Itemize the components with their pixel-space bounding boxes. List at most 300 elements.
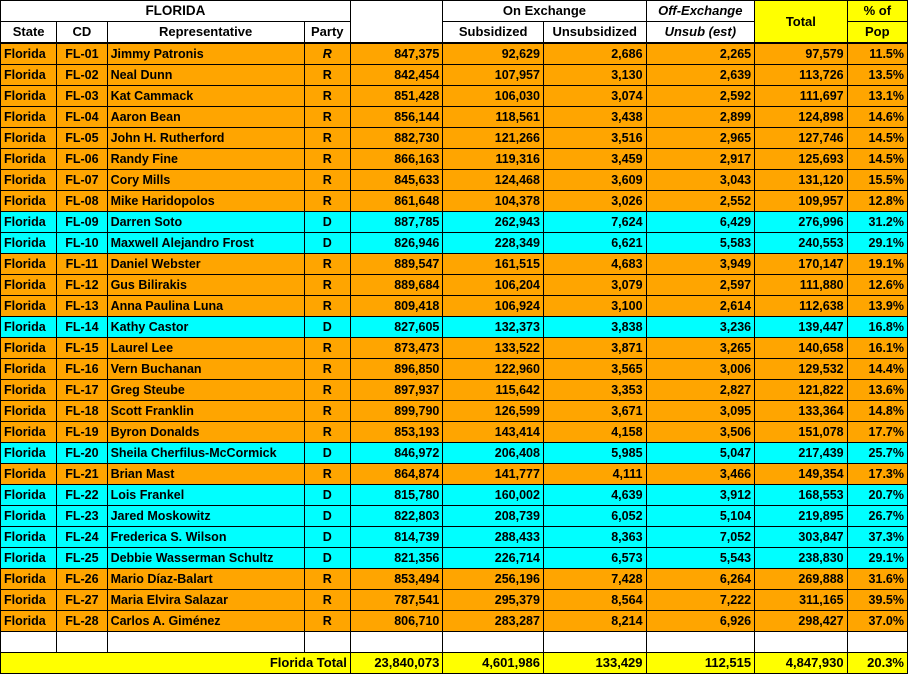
table-footer — [1, 632, 908, 674]
cell-unsubsidized: 3,438 — [543, 107, 646, 128]
cell-subsidized: 256,196 — [443, 569, 544, 590]
cell-cd: FL-28 — [57, 611, 107, 632]
cell-unsubsidized: 3,871 — [543, 338, 646, 359]
cell-representative: Byron Donalds — [107, 422, 304, 443]
cell-off-exchange: 3,236 — [646, 317, 755, 338]
cell-party: R — [304, 275, 350, 296]
cell-pct: 31.2% — [847, 212, 907, 233]
cell-subsidized: 126,599 — [443, 401, 544, 422]
cell-subsidized: 106,924 — [443, 296, 544, 317]
cell-total: 217,439 — [755, 443, 848, 464]
cell-cd: FL-17 — [57, 380, 107, 401]
cell-off-exchange: 6,429 — [646, 212, 755, 233]
col-party: Party — [304, 22, 350, 43]
cell-cd: FL-16 — [57, 359, 107, 380]
cell-total: 139,447 — [755, 317, 848, 338]
cell-pct: 15.5% — [847, 170, 907, 191]
cell-subsidized: 160,002 — [443, 485, 544, 506]
cell-population: 822,803 — [350, 506, 443, 527]
spacer-cell — [543, 632, 646, 653]
cell-off-exchange: 6,264 — [646, 569, 755, 590]
cell-state: Florida — [1, 275, 57, 296]
header-group-row — [1, 1, 908, 22]
cell-party: R — [304, 590, 350, 611]
cell-off-exchange: 2,552 — [646, 191, 755, 212]
cell-total: 125,693 — [755, 149, 848, 170]
cell-state: Florida — [1, 149, 57, 170]
cell-subsidized: 288,433 — [443, 527, 544, 548]
table-row — [1, 296, 908, 317]
cell-off-exchange: 2,965 — [646, 128, 755, 149]
header-off-exchange: Off-Exchange — [646, 1, 755, 22]
cell-population: 815,780 — [350, 485, 443, 506]
cell-total: 170,147 — [755, 254, 848, 275]
cell-pct: 13.9% — [847, 296, 907, 317]
cell-party: R — [304, 338, 350, 359]
cell-cd: FL-19 — [57, 422, 107, 443]
cell-off-exchange: 2,597 — [646, 275, 755, 296]
cell-population: 861,648 — [350, 191, 443, 212]
cell-cd: FL-27 — [57, 590, 107, 611]
table-row — [1, 86, 908, 107]
cell-total: 113,726 — [755, 65, 848, 86]
cell-pct: 12.8% — [847, 191, 907, 212]
cell-unsubsidized: 8,564 — [543, 590, 646, 611]
cell-pct: 13.6% — [847, 380, 907, 401]
cell-subsidized: 121,266 — [443, 128, 544, 149]
cell-party: D — [304, 443, 350, 464]
cell-state: Florida — [1, 44, 57, 65]
cell-cd: FL-08 — [57, 191, 107, 212]
cell-representative: Debbie Wasserman Schultz — [107, 548, 304, 569]
cell-total: 111,697 — [755, 86, 848, 107]
cell-subsidized: 106,204 — [443, 275, 544, 296]
cell-party: D — [304, 317, 350, 338]
cell-unsubsidized: 3,565 — [543, 359, 646, 380]
cell-unsubsidized: 3,838 — [543, 317, 646, 338]
cell-party: R — [304, 149, 350, 170]
cell-state: Florida — [1, 422, 57, 443]
cell-total: 109,957 — [755, 191, 848, 212]
cell-population: 842,454 — [350, 65, 443, 86]
cell-population: 814,739 — [350, 527, 443, 548]
cell-total: 303,847 — [755, 527, 848, 548]
cell-off-exchange: 2,827 — [646, 380, 755, 401]
cell-pct: 14.4% — [847, 359, 907, 380]
cell-unsubsidized: 3,026 — [543, 191, 646, 212]
cell-representative: Scott Franklin — [107, 401, 304, 422]
cell-representative: Neal Dunn — [107, 65, 304, 86]
cell-state: Florida — [1, 380, 57, 401]
cell-pct: 13.5% — [847, 65, 907, 86]
cell-unsubsidized: 3,130 — [543, 65, 646, 86]
cell-pct: 37.0% — [847, 611, 907, 632]
table-row — [1, 275, 908, 296]
cell-unsubsidized: 8,214 — [543, 611, 646, 632]
cell-total: 121,822 — [755, 380, 848, 401]
total-subsidized: 4,601,986 — [443, 653, 544, 674]
cell-population: 851,428 — [350, 86, 443, 107]
cell-state: Florida — [1, 86, 57, 107]
cell-state: Florida — [1, 611, 57, 632]
cell-representative: Daniel Webster — [107, 254, 304, 275]
cell-party: R — [304, 464, 350, 485]
cell-pct: 16.1% — [847, 338, 907, 359]
cell-unsubsidized: 3,671 — [543, 401, 646, 422]
table-row — [1, 149, 908, 170]
cell-party: R — [304, 611, 350, 632]
cell-representative: Laurel Lee — [107, 338, 304, 359]
cell-representative: Anna Paulina Luna — [107, 296, 304, 317]
cell-representative: Vern Buchanan — [107, 359, 304, 380]
table-row — [1, 170, 908, 191]
cell-unsubsidized: 3,459 — [543, 149, 646, 170]
cell-subsidized: 226,714 — [443, 548, 544, 569]
cell-party: R — [304, 44, 350, 65]
cell-state: Florida — [1, 590, 57, 611]
cell-pct: 14.5% — [847, 149, 907, 170]
col-pct-pop: Pop — [847, 22, 907, 43]
cell-party: R — [304, 359, 350, 380]
table-body — [1, 44, 908, 632]
cell-representative: Kat Cammack — [107, 86, 304, 107]
cell-party: R — [304, 401, 350, 422]
cell-representative: John H. Rutherford — [107, 128, 304, 149]
cell-cd: FL-03 — [57, 86, 107, 107]
cell-off-exchange: 3,265 — [646, 338, 755, 359]
cell-cd: FL-13 — [57, 296, 107, 317]
total-population: 23,840,073 — [350, 653, 443, 674]
cell-pct: 37.3% — [847, 527, 907, 548]
cell-party: R — [304, 380, 350, 401]
cell-party: D — [304, 485, 350, 506]
cell-unsubsidized: 7,428 — [543, 569, 646, 590]
cell-party: D — [304, 212, 350, 233]
cell-representative: Aaron Bean — [107, 107, 304, 128]
cell-representative: Kathy Castor — [107, 317, 304, 338]
table-row — [1, 65, 908, 86]
cell-population: 847,375 — [350, 44, 443, 65]
cell-population: 845,633 — [350, 170, 443, 191]
cell-state: Florida — [1, 485, 57, 506]
table-row — [1, 380, 908, 401]
cell-total: 131,120 — [755, 170, 848, 191]
cell-total: 124,898 — [755, 107, 848, 128]
cell-representative: Maria Elvira Salazar — [107, 590, 304, 611]
col-subsidized: Subsidized — [443, 22, 544, 43]
cell-population: 846,972 — [350, 443, 443, 464]
cell-state: Florida — [1, 233, 57, 254]
cell-pct: 26.7% — [847, 506, 907, 527]
header-population-top — [350, 1, 443, 43]
cell-population: 827,605 — [350, 317, 443, 338]
cell-cd: FL-18 — [57, 401, 107, 422]
table-row — [1, 506, 908, 527]
cell-cd: FL-26 — [57, 569, 107, 590]
total-total: 4,847,930 — [755, 653, 848, 674]
cell-population: 853,193 — [350, 422, 443, 443]
cell-subsidized: 141,777 — [443, 464, 544, 485]
header-on-exchange: On Exchange — [443, 1, 646, 22]
cell-unsubsidized: 8,363 — [543, 527, 646, 548]
cell-off-exchange: 5,104 — [646, 506, 755, 527]
cell-pct: 17.3% — [847, 464, 907, 485]
cell-unsubsidized: 7,624 — [543, 212, 646, 233]
sheet-title: FLORIDA — [1, 1, 351, 22]
cell-subsidized: 208,739 — [443, 506, 544, 527]
cell-state: Florida — [1, 401, 57, 422]
cell-state: Florida — [1, 548, 57, 569]
cell-representative: Mike Haridopolos — [107, 191, 304, 212]
cell-party: R — [304, 569, 350, 590]
cell-representative: Sheila Cherfilus-McCormick — [107, 443, 304, 464]
cell-population: 853,494 — [350, 569, 443, 590]
cell-cd: FL-25 — [57, 548, 107, 569]
cell-unsubsidized: 4,639 — [543, 485, 646, 506]
cell-subsidized: 115,642 — [443, 380, 544, 401]
cell-cd: FL-11 — [57, 254, 107, 275]
cell-unsubsidized: 5,985 — [543, 443, 646, 464]
cell-off-exchange: 2,639 — [646, 65, 755, 86]
cell-party: R — [304, 422, 350, 443]
spacer-cell — [646, 632, 755, 653]
cell-subsidized: 92,629 — [443, 44, 544, 65]
cell-off-exchange: 2,899 — [646, 107, 755, 128]
cell-unsubsidized: 3,100 — [543, 296, 646, 317]
cell-unsubsidized: 3,609 — [543, 170, 646, 191]
cell-subsidized: 107,957 — [443, 65, 544, 86]
col-state: State — [1, 22, 57, 43]
cell-total: 129,532 — [755, 359, 848, 380]
cell-party: R — [304, 86, 350, 107]
cell-total: 238,830 — [755, 548, 848, 569]
cell-representative: Carlos A. Giménez — [107, 611, 304, 632]
cell-pct: 12.6% — [847, 275, 907, 296]
cell-party: R — [304, 65, 350, 86]
cell-subsidized: 106,030 — [443, 86, 544, 107]
cell-off-exchange: 5,543 — [646, 548, 755, 569]
cell-cd: FL-09 — [57, 212, 107, 233]
cell-population: 806,710 — [350, 611, 443, 632]
cell-total: 219,895 — [755, 506, 848, 527]
cell-unsubsidized: 3,079 — [543, 275, 646, 296]
cell-state: Florida — [1, 569, 57, 590]
cell-total: 112,638 — [755, 296, 848, 317]
table-row — [1, 212, 908, 233]
cell-population: 896,850 — [350, 359, 443, 380]
cell-unsubsidized: 6,052 — [543, 506, 646, 527]
cell-subsidized: 122,960 — [443, 359, 544, 380]
cell-subsidized: 119,316 — [443, 149, 544, 170]
cell-party: R — [304, 107, 350, 128]
col-representative: Representative — [107, 22, 304, 43]
spacer-cell — [304, 632, 350, 653]
cell-party: R — [304, 128, 350, 149]
cell-subsidized: 228,349 — [443, 233, 544, 254]
cell-state: Florida — [1, 212, 57, 233]
cell-cd: FL-06 — [57, 149, 107, 170]
cell-cd: FL-02 — [57, 65, 107, 86]
cell-pct: 14.6% — [847, 107, 907, 128]
table-row — [1, 359, 908, 380]
cell-total: 149,354 — [755, 464, 848, 485]
total-unsubsidized: 133,429 — [543, 653, 646, 674]
spacer-cell — [1, 632, 57, 653]
table-row — [1, 569, 908, 590]
cell-subsidized: 104,378 — [443, 191, 544, 212]
cell-pct: 19.1% — [847, 254, 907, 275]
table-row — [1, 464, 908, 485]
table-row — [1, 485, 908, 506]
cell-state: Florida — [1, 527, 57, 548]
cell-pct: 29.1% — [847, 548, 907, 569]
cell-party: D — [304, 233, 350, 254]
cell-population: 864,874 — [350, 464, 443, 485]
cell-population: 809,418 — [350, 296, 443, 317]
cell-population: 889,684 — [350, 275, 443, 296]
cell-off-exchange: 7,222 — [646, 590, 755, 611]
cell-unsubsidized: 4,683 — [543, 254, 646, 275]
spacer-cell — [57, 632, 107, 653]
cell-pct: 25.7% — [847, 443, 907, 464]
cell-party: D — [304, 548, 350, 569]
cell-off-exchange: 6,926 — [646, 611, 755, 632]
cell-party: D — [304, 506, 350, 527]
cell-state: Florida — [1, 65, 57, 86]
cell-cd: FL-21 — [57, 464, 107, 485]
cell-state: Florida — [1, 338, 57, 359]
table-row — [1, 233, 908, 254]
cell-subsidized: 161,515 — [443, 254, 544, 275]
cell-state: Florida — [1, 359, 57, 380]
cell-total: 140,658 — [755, 338, 848, 359]
cell-total: 151,078 — [755, 422, 848, 443]
cell-subsidized: 118,561 — [443, 107, 544, 128]
cell-off-exchange: 3,949 — [646, 254, 755, 275]
cell-population: 826,946 — [350, 233, 443, 254]
cell-unsubsidized: 4,111 — [543, 464, 646, 485]
header-pct-line1: % of — [847, 1, 907, 22]
cell-off-exchange: 2,917 — [646, 149, 755, 170]
cell-pct: 13.1% — [847, 86, 907, 107]
table-row — [1, 128, 908, 149]
cell-representative: Brian Mast — [107, 464, 304, 485]
cell-total: 111,880 — [755, 275, 848, 296]
cell-state: Florida — [1, 317, 57, 338]
cell-state: Florida — [1, 506, 57, 527]
cell-representative: Cory Mills — [107, 170, 304, 191]
total-off-exchange: 112,515 — [646, 653, 755, 674]
cell-subsidized: 133,522 — [443, 338, 544, 359]
table-row — [1, 401, 908, 422]
cell-representative: Maxwell Alejandro Frost — [107, 233, 304, 254]
cell-state: Florida — [1, 464, 57, 485]
cell-total: 269,888 — [755, 569, 848, 590]
cell-total: 298,427 — [755, 611, 848, 632]
cell-subsidized: 206,408 — [443, 443, 544, 464]
cell-pct: 20.7% — [847, 485, 907, 506]
table-row — [1, 548, 908, 569]
cell-representative: Darren Soto — [107, 212, 304, 233]
cell-population: 873,473 — [350, 338, 443, 359]
cell-party: R — [304, 254, 350, 275]
cell-population: 821,356 — [350, 548, 443, 569]
spacer-row — [1, 632, 908, 653]
cell-party: R — [304, 170, 350, 191]
cell-cd: FL-01 — [57, 44, 107, 65]
table-row — [1, 527, 908, 548]
table-row — [1, 317, 908, 338]
cell-cd: FL-20 — [57, 443, 107, 464]
cell-total: 276,996 — [755, 212, 848, 233]
cell-off-exchange: 5,047 — [646, 443, 755, 464]
cell-state: Florida — [1, 296, 57, 317]
table-row — [1, 44, 908, 65]
table-row — [1, 338, 908, 359]
table-row — [1, 590, 908, 611]
cell-off-exchange: 3,006 — [646, 359, 755, 380]
spacer-cell — [443, 632, 544, 653]
cell-representative: Randy Fine — [107, 149, 304, 170]
cell-population: 899,790 — [350, 401, 443, 422]
cell-representative: Mario Díaz-Balart — [107, 569, 304, 590]
cell-off-exchange: 2,614 — [646, 296, 755, 317]
cell-party: D — [304, 527, 350, 548]
col-cd: CD — [57, 22, 107, 43]
cell-total: 240,553 — [755, 233, 848, 254]
cell-party: R — [304, 296, 350, 317]
cell-subsidized: 132,373 — [443, 317, 544, 338]
cell-subsidized: 283,287 — [443, 611, 544, 632]
cell-cd: FL-23 — [57, 506, 107, 527]
cell-representative: Greg Steube — [107, 380, 304, 401]
cell-pct: 11.5% — [847, 44, 907, 65]
cell-representative: Jimmy Patronis — [107, 44, 304, 65]
cell-state: Florida — [1, 191, 57, 212]
cell-off-exchange: 3,095 — [646, 401, 755, 422]
cell-unsubsidized: 4,158 — [543, 422, 646, 443]
cell-unsubsidized: 3,074 — [543, 86, 646, 107]
cell-total: 311,165 — [755, 590, 848, 611]
cell-population: 897,937 — [350, 380, 443, 401]
cell-pct: 14.8% — [847, 401, 907, 422]
cell-pct: 14.5% — [847, 128, 907, 149]
cell-total: 127,746 — [755, 128, 848, 149]
col-unsubsidized: Unsubsidized — [543, 22, 646, 43]
total-pct: 20.3% — [847, 653, 907, 674]
cell-cd: FL-05 — [57, 128, 107, 149]
cell-cd: FL-12 — [57, 275, 107, 296]
cell-total: 133,364 — [755, 401, 848, 422]
cell-representative: Lois Frankel — [107, 485, 304, 506]
cell-population: 787,541 — [350, 590, 443, 611]
cell-unsubsidized: 6,621 — [543, 233, 646, 254]
cell-unsubsidized: 2,686 — [543, 44, 646, 65]
cell-off-exchange: 2,265 — [646, 44, 755, 65]
cell-pct: 16.8% — [847, 317, 907, 338]
cell-pct: 39.5% — [847, 590, 907, 611]
cell-off-exchange: 7,052 — [646, 527, 755, 548]
table-row — [1, 191, 908, 212]
cell-population: 889,547 — [350, 254, 443, 275]
cell-cd: FL-24 — [57, 527, 107, 548]
table-row — [1, 611, 908, 632]
cell-population: 887,785 — [350, 212, 443, 233]
cell-subsidized: 295,379 — [443, 590, 544, 611]
cell-off-exchange: 3,912 — [646, 485, 755, 506]
total-row — [1, 653, 908, 674]
cell-cd: FL-04 — [57, 107, 107, 128]
